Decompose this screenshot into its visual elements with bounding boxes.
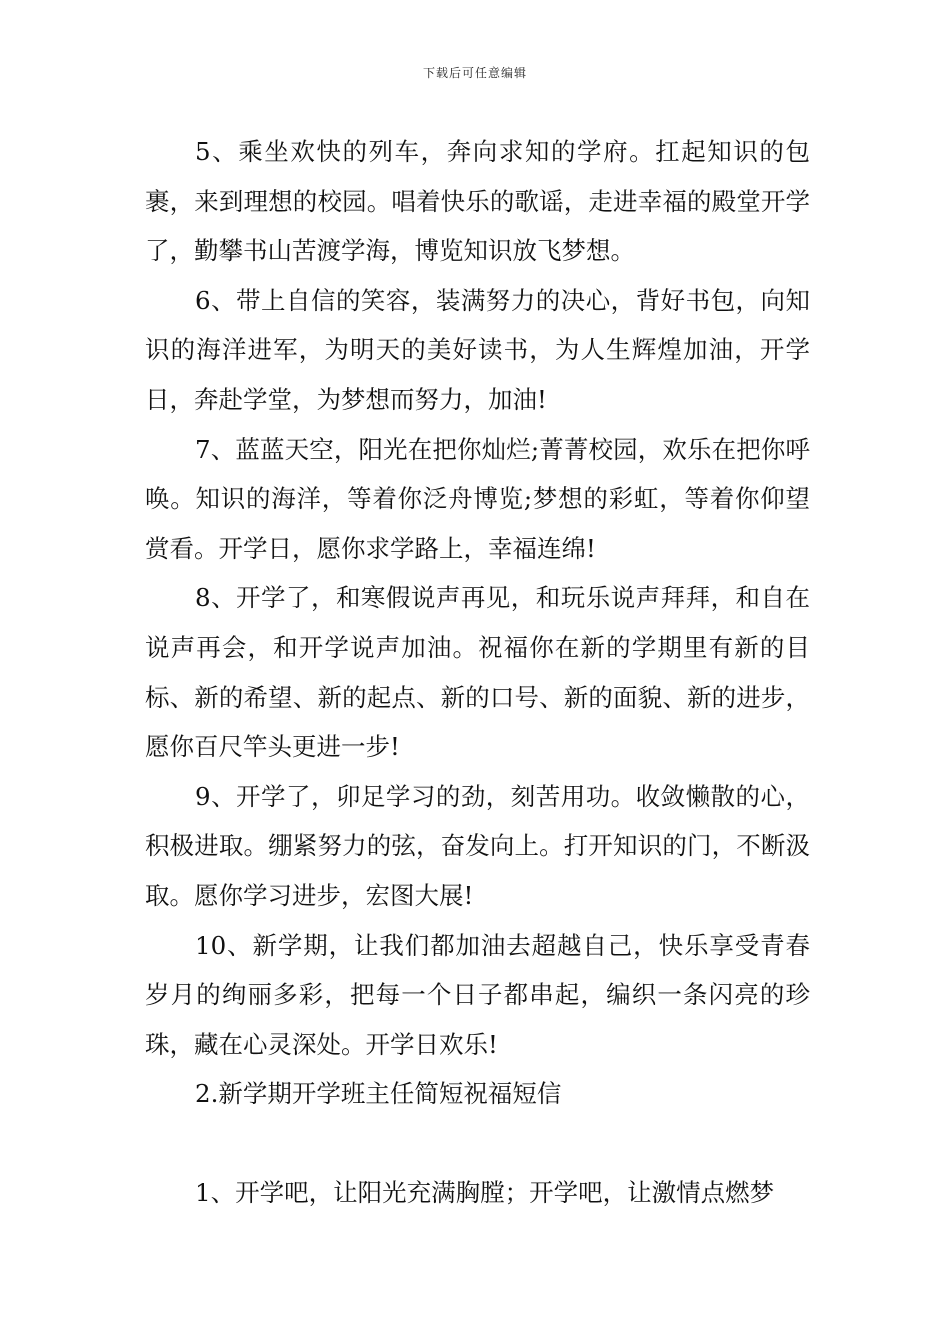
paragraph-item-9: 9、开学了，卯足学习的劲，刻苦用功。收敛懒散的心，积极进取。绷紧努力的弦，奋发向上。打开知识的门，不断汲取。愿你学习进步，宏图大展!: [145, 781, 810, 910]
section-heading: 2.新学期开学班主任简短祝福短信: [195, 1079, 562, 1109]
paragraph-item-10: 10、新学期，让我们都加油去超越自己，快乐享受青春岁月的绚丽多彩，把每一个日子都串起，编织一条闪亮的珍珠，藏在心灵深处。开学日欢乐!: [145, 930, 810, 1059]
blank-line: [145, 1119, 810, 1169]
page-header-note: 下载后可任意编辑: [422, 66, 527, 80]
paragraph-item-7: 7、蓝蓝天空，阳光在把你灿烂;菁菁校园，欢乐在把你呼唤。知识的海洋，等着你泛舟博览;梦想的彩虹，等着你仰望赏看。开学日，愿你求学路上，幸福连绵!: [145, 434, 810, 563]
document-body: [145, 127, 810, 1218]
paragraph-item-5: 5、乘坐欢快的列车，奔向求知的学府。扛起知识的包裹，来到理想的校园。唱着快乐的歌谣，走进幸福的殿堂开学了，勤攀书山苦渡学海，博览知识放飞梦想。: [145, 137, 810, 266]
paragraph-item-6: 6、带上自信的笑容，装满努力的决心，背好书包，向知识的海洋进军，为明天的美好读书，为人生辉煌加油，开学日，奔赴学堂，为梦想而努力，加油!: [145, 285, 810, 414]
paragraph-item-8: 8、开学了，和寒假说声再见，和玩乐说声拜拜，和自在说声再会，和开学说声加油。祝福你在新的学期里有新的目标、新的希望、新的起点、新的口号、新的面貌、新的进步，愿你百尺竿头更进一步!: [145, 583, 810, 762]
paragraph-item-1: 1、开学吧，让阳光充满胸膛；开学吧，让激情点燃梦: [195, 1178, 775, 1208]
